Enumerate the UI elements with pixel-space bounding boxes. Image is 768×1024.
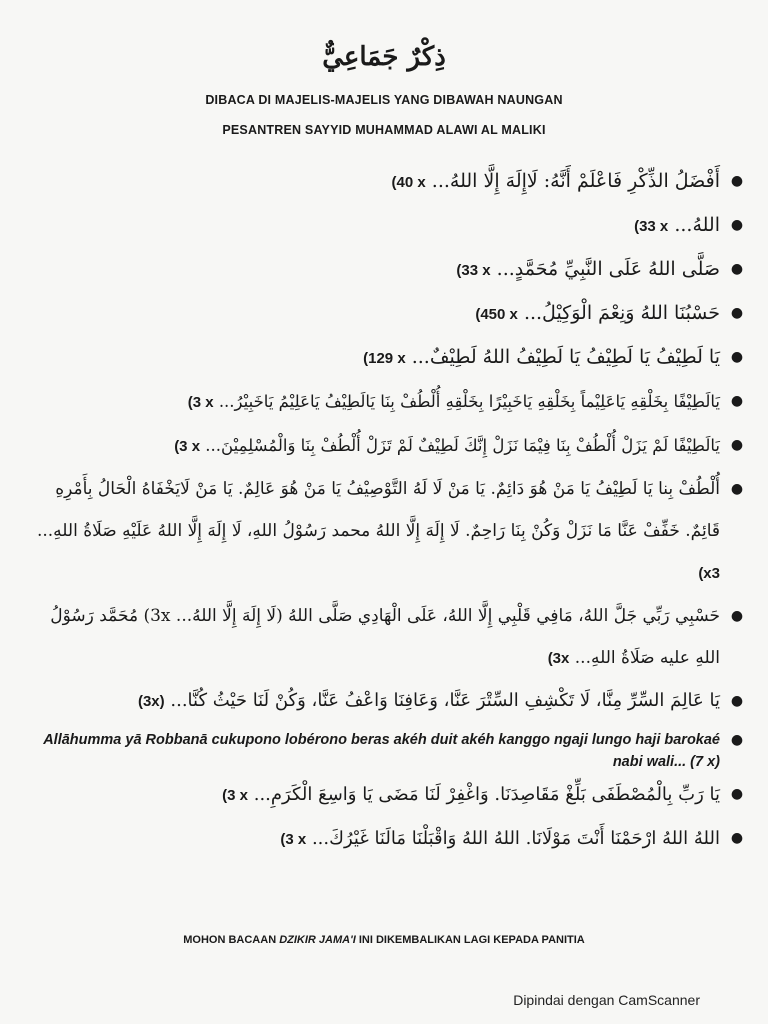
footer-emphasis: DZIKIR JAMA'I bbox=[279, 934, 356, 946]
list-item bbox=[28, 723, 748, 773]
item-count: (3 x bbox=[187, 394, 214, 411]
list-item bbox=[28, 680, 748, 723]
bullet-icon: ● bbox=[730, 830, 744, 846]
item-count: (33 x bbox=[456, 262, 491, 279]
item-count: (3 x bbox=[222, 787, 248, 804]
bullet-icon: ● bbox=[730, 693, 744, 709]
scanner-watermark: Dipindai dengan CamScanner bbox=[513, 992, 700, 1008]
header-line-1: DIBACA DI MAJELIS-MAJELIS YANG DIBAWAH NAUNGAN bbox=[205, 93, 563, 107]
header-line-2: PESANTREN SAYYID MUHAMMAD ALAWI AL MALIKI bbox=[222, 123, 546, 137]
item-count: (129 x bbox=[363, 350, 406, 367]
list-item bbox=[28, 773, 748, 817]
list-item bbox=[28, 595, 748, 680]
footer-post: INI DIKEMBALIKAN LAGI KEPADA PANITIA bbox=[358, 934, 585, 946]
bullet-icon: ● bbox=[730, 786, 744, 802]
list-item bbox=[28, 160, 748, 204]
item-text: حَسْبِي رَبِّي جَلَّ اللهُ، مَافِي قَلْبِي إِلَّا اللهُ، عَلَى الْهَادِي صَلَّى اللهُ (لَا إِلَهَ إِلَّا اللهُ... 3x) مُحَمَّد رَسُوْلُ اللهِ عليه صَلَاةُ اللهِ... bbox=[50, 606, 720, 668]
item-count: (3x bbox=[547, 650, 570, 667]
bullet-icon: ● bbox=[730, 349, 744, 365]
list-item bbox=[28, 336, 748, 380]
item-text: يَالَطِيْفًا لَمْ يَزَلْ أُلْطُفْ بِنَا فِيْمَا نَزَلْ إِنَّكَ لَطِيْفٌ لَمْ تَزَلْ أُلْطُفْ بِنَا وَالْمُسْلِمِيْنَ... bbox=[205, 436, 720, 455]
list-item bbox=[28, 248, 748, 292]
footer-note bbox=[0, 934, 768, 946]
bullet-icon: ● bbox=[730, 173, 744, 189]
item-text: أَفْضَلُ الذِّكْرِ فَاعْلَمْ أَنَّهُ: لَاإِلَهَ إِلَّا اللهُ... bbox=[431, 170, 720, 192]
item-text: اللهُ اللهُ ارْحَمْنَا أَنْتَ مَوْلَانَا. اللهُ اللهُ وَاقْبَلْنَا مَالَنَا غَيْرُكَ... bbox=[311, 828, 720, 849]
item-text: يَا عَالِمَ السِّرِّ مِنَّا، لَا تَكْشِفِ السِّتْرَ عَنَّا، وَعَافِنَا وَاعْفُ عَنَّا، وَكُنْ لَنَا حَيْثُ كُنَّا... bbox=[170, 690, 720, 711]
item-text: يَا رَبِّ بِالْمُصْطَفَى بَلِّغْ مَقَاصِدَنَا. وَاغْفِرْ لَنَا مَضَى يَا وَاسِعَ الْكَرَمِ... bbox=[253, 784, 720, 805]
list-item bbox=[28, 817, 748, 861]
bullet-icon: ● bbox=[730, 261, 744, 277]
page-title: ذِكْرٌ جَمَاعِيٌّ bbox=[322, 42, 446, 72]
item-count: (33 x bbox=[634, 218, 669, 235]
bullet-icon: ● bbox=[730, 217, 744, 233]
list-item bbox=[28, 380, 748, 424]
item-count: (x3 bbox=[698, 565, 720, 582]
item-text: اللهُ... bbox=[674, 214, 720, 236]
bullet-icon: ● bbox=[730, 481, 744, 497]
list-item bbox=[28, 468, 748, 595]
item-count: (450 x bbox=[475, 306, 518, 323]
footer-pre: MOHON BACAAN bbox=[183, 934, 277, 946]
list-item bbox=[28, 292, 748, 336]
dzikir-list bbox=[28, 160, 748, 861]
list-item bbox=[28, 204, 748, 248]
item-count: (40 x bbox=[391, 174, 426, 191]
item-text: أُلْطُفْ بِنا يَا لَطِيْفُ يَا مَنْ هُوَ دَائِمٌ. يَا مَنْ لَا لَهُ التَّوْصِيْفُ يَا مَنْ هُوَ عَالِمٌ. يَا مَنْ لَايَخْفَاهُ الْحَالُ بِأَمْرِهِ قَائِمٌ. خَفِّفْ عَنَّا مَا نَزَلْ وَكُنْ بِنَا رَاحِمٌ. لَا إِلَهَ إِلَّا اللهُ محمد رَسُوْلُ اللهِ، لَا إِلَهَ إِلَّا اللهُ عَلَيْهِ صَلَاةُ اللهِ... bbox=[36, 479, 720, 541]
item-count: (3x) bbox=[137, 693, 165, 710]
item-count: (3 x bbox=[280, 831, 307, 848]
bullet-icon: ● bbox=[730, 393, 744, 409]
bullet-icon: ● bbox=[730, 437, 744, 453]
item-text: يَا لَطِيْفُ يَا لَطِيْفُ يَا لَطِيْفُ اللهُ لَطِيْفٌ... bbox=[411, 346, 720, 368]
item-text: Allāhumma yā Robbanā cukupono lobérono beras akéh duit akéh kanggo ngaji lungo haji barokaé nabi wali... (7 x) bbox=[43, 732, 720, 770]
bullet-icon: ● bbox=[730, 608, 744, 624]
bullet-icon: ● bbox=[730, 732, 744, 748]
item-text: حَسْبُنَا اللهُ وَنِعْمَ الْوَكِيْلُ... bbox=[523, 302, 720, 324]
item-text: يَالَطِيْفًا بِخَلْقِهِ يَاعَلِيْماً بِخَلْقِهِ يَاخَبِيْرًا بِخَلْقِهِ أُلْطُفْ بِنَا يَالَطِيْفُ يَاعَلِيْمُ يَاخَبِيْرُ... bbox=[218, 392, 720, 411]
list-item bbox=[28, 424, 748, 468]
item-count: (3 x bbox=[174, 438, 201, 455]
item-text: صَلَّى اللهُ عَلَى النَّبِيِّ مُحَمَّدٍ... bbox=[496, 258, 720, 280]
bullet-icon: ● bbox=[730, 305, 744, 321]
